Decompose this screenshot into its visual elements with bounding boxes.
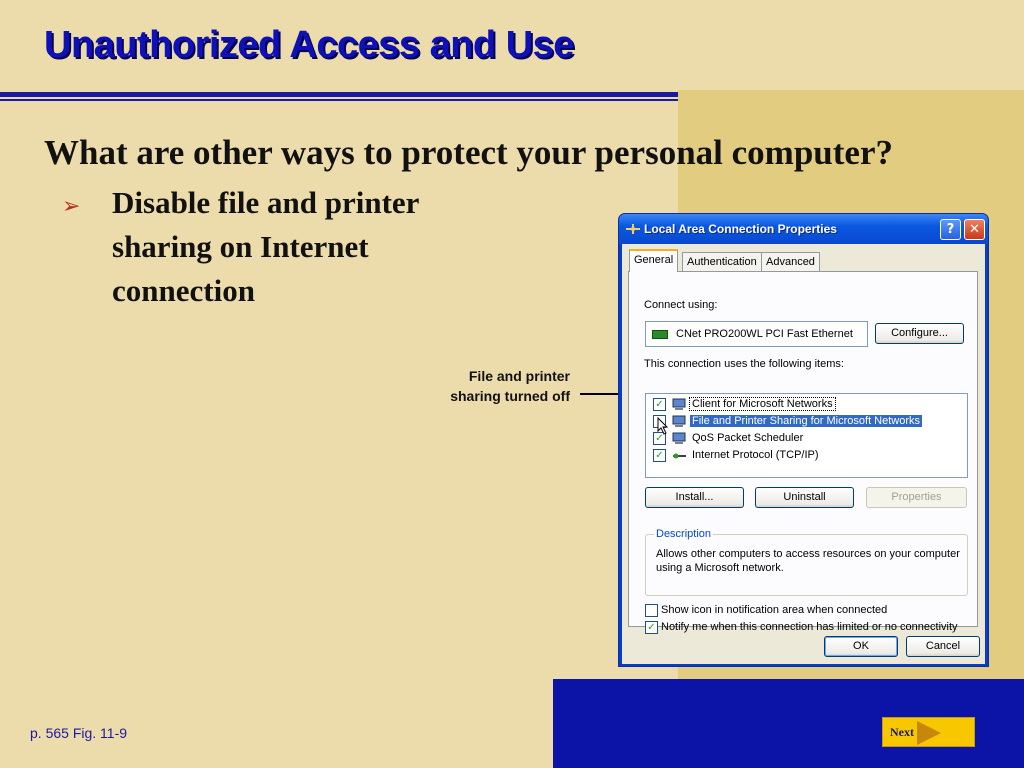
show-icon-label: Show icon in notification area when connected xyxy=(661,604,888,616)
item-label: QoS Packet Scheduler xyxy=(692,432,804,444)
description-group xyxy=(645,528,968,596)
item-checkbox[interactable]: ✓ xyxy=(653,398,666,411)
qos-scheduler-icon xyxy=(672,432,687,445)
network-client-icon xyxy=(672,398,687,411)
configure-button[interactable]: Configure... xyxy=(875,323,964,344)
cancel-button[interactable]: Cancel xyxy=(906,636,980,657)
next-label: Next xyxy=(890,725,914,739)
title-rule-thick xyxy=(0,92,678,97)
network-adapter-icon xyxy=(652,330,668,339)
file-printer-sharing-icon xyxy=(672,415,687,428)
list-item[interactable] xyxy=(646,430,967,447)
item-label: Internet Protocol (TCP/IP) xyxy=(692,449,819,461)
general-tab-panel xyxy=(628,271,978,633)
properties-button[interactable]: Properties xyxy=(866,487,967,508)
dialog-client-area xyxy=(622,244,985,664)
page-reference: p. 565 Fig. 11-9 xyxy=(30,725,128,741)
list-item[interactable] xyxy=(646,396,967,413)
install-button[interactable]: Install... xyxy=(645,487,744,508)
help-button[interactable]: ? xyxy=(940,219,961,240)
mouse-cursor-icon xyxy=(657,417,669,435)
tab-advanced[interactable]: Advanced xyxy=(761,252,820,272)
item-checkbox[interactable]: ✓ xyxy=(653,432,666,445)
protocol-icon xyxy=(672,449,687,462)
connect-using-label: Connect using: xyxy=(644,299,718,311)
slide-title: Unauthorized Access and Use xyxy=(44,24,574,66)
next-button[interactable] xyxy=(882,717,975,747)
list-item[interactable] xyxy=(646,413,967,430)
uninstall-button[interactable]: Uninstall xyxy=(755,487,854,508)
item-checkbox[interactable]: ✓ xyxy=(653,449,666,462)
description-title: Description xyxy=(656,528,712,540)
items-label: This connection uses the following items: xyxy=(644,358,844,370)
bullet-text: Disable file and printer sharing on Internet connection xyxy=(112,185,419,308)
callout-label: File and printer sharing turned off xyxy=(450,368,570,404)
slide-question: What are other ways to protect your personal computer? xyxy=(44,133,893,172)
item-label: File and Printer Sharing for Microsoft Networks xyxy=(692,415,921,427)
adapter-name: CNet PRO200WL PCI Fast Ethernet xyxy=(676,328,853,340)
tab-authentication[interactable]: Authentication xyxy=(682,252,762,272)
show-icon-checkbox[interactable] xyxy=(645,604,658,617)
network-connection-icon xyxy=(625,221,641,237)
tab-general[interactable]: General xyxy=(629,249,678,272)
ok-button[interactable]: OK xyxy=(824,636,898,657)
item-label: Client for Microsoft Networks xyxy=(692,398,833,410)
lan-properties-dialog xyxy=(618,213,989,667)
list-item[interactable] xyxy=(646,447,967,464)
title-rule-thin xyxy=(0,99,678,101)
dialog-title: Local Area Connection Properties xyxy=(644,222,837,236)
dialog-titlebar[interactable] xyxy=(619,214,988,244)
next-arrow-icon xyxy=(917,721,941,745)
connection-items-list xyxy=(645,393,968,478)
close-button[interactable]: ✕ xyxy=(964,219,985,240)
notify-label: Notify me when this connection has limited or no connectivity xyxy=(661,621,958,633)
adapter-field xyxy=(645,321,868,347)
description-text: Allows other computers to access resources on your computer using a Microsoft network. xyxy=(656,548,960,574)
notify-checkbox[interactable]: ✓ xyxy=(645,621,658,634)
bullet-arrow-icon: ➢ xyxy=(62,194,81,219)
